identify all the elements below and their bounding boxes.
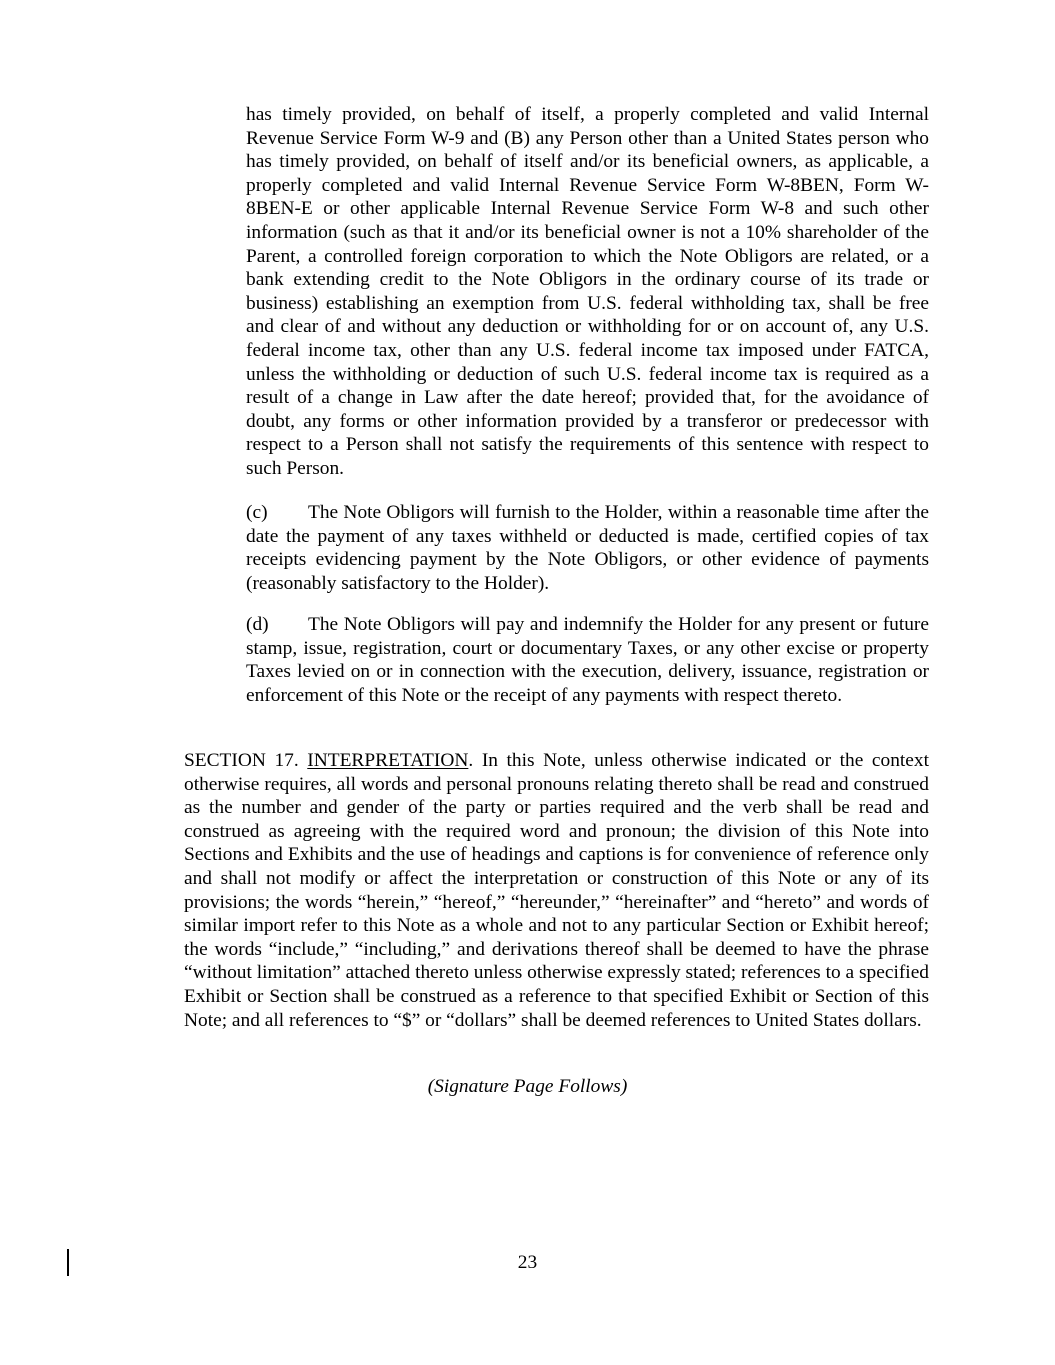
clause-c [246, 501, 929, 595]
clause-d-label: (d) [246, 614, 269, 635]
clause-c-label: (c) [246, 502, 268, 523]
clause-d [246, 613, 929, 707]
section-17-interpretation [184, 749, 929, 1032]
signature-page-note: (Signature Page Follows) [427, 1076, 628, 1097]
page-number: 23 [517, 1252, 538, 1273]
section-17-heading: INTERPRETATION [307, 750, 469, 771]
section-17-text: In this Note, unless otherwise indicated or the context otherwise requires, all words and personal pronouns relating thereto shall be read and construed as the number and gender of the party or parties required and the verb shall be read and construed as agreeing with the required word and pronoun; the division of this Note into Sections and Exhibits and the use of headings and captions is for convenience of reference only and shall not modify or affect the interpretation or construction of this Note or any of its provisions; the words “herein,” “hereof,” “hereunder,” “hereinafter” and “hereto” and words of similar import refer to this Note as a whole and not to any particular Section or Exhibit hereof; the words “include,” “including,” and derivations thereof shall be deemed to have the phrase “without limitation” attached thereto unless otherwise expressly stated; references to a specified Exhibit or Section shall be construed as a reference to that specified Exhibit or Section of this Note; and all references to “$” or “dollars” shall be deemed references to United States dollars. [184, 750, 929, 1031]
clause-c-text: The Note Obligors will furnish to the Holder, within a reasonable time after the date the payment of any taxes withheld or deducted is made, certified copies of tax receipts evidencing payment by the Note Obligors, or other evidence of payments (reasonably satisfactory to the Holder). [246, 502, 929, 594]
section-17-number: SECTION 17. [184, 750, 299, 771]
section-17-heading-punct: . [468, 750, 474, 771]
tax-withholding-paragraph: has timely provided, on behalf of itself, a properly completed and valid Internal Revenue Service Form W-9 and (B) any Person other than a United States person who has timely provided, on behalf of itself and/or its beneficial owners, as applicable, a properly completed and valid Internal Revenue Service Form W-8BEN, Form W-8BEN-E or other applicable Internal Revenue Service Form W-8 and such other information (such as that it and/or its beneficial owner is not a 10% shareholder of the Parent, a controlled foreign corporation to which the Note Obligors are related, or a bank extending credit to the Note Obligors in the ordinary course of its trade or business) establishing an exemption from U.S. federal withholding tax, shall be free and clear of and without any deduction or withholding for or on account of, any U.S. federal income tax, other than any U.S. federal income tax imposed under FATCA, unless the withholding or deduction of such U.S. federal income tax is required as a result of a change in Law after the date hereof; provided that, for the avoidance of doubt, any forms or other information provided by a transferor or predecessor with respect to a Person shall not satisfy the requirements of this sentence with respect to such Person. [246, 104, 929, 479]
clause-d-text: The Note Obligors will pay and indemnify the Holder for any present or future stamp, issue, registration, court or documentary Taxes, or any other excise or property Taxes levied on or in connection with the execution, delivery, issuance, registration or enforcement of this Note or the receipt of any payments with respect thereto. [246, 614, 929, 706]
